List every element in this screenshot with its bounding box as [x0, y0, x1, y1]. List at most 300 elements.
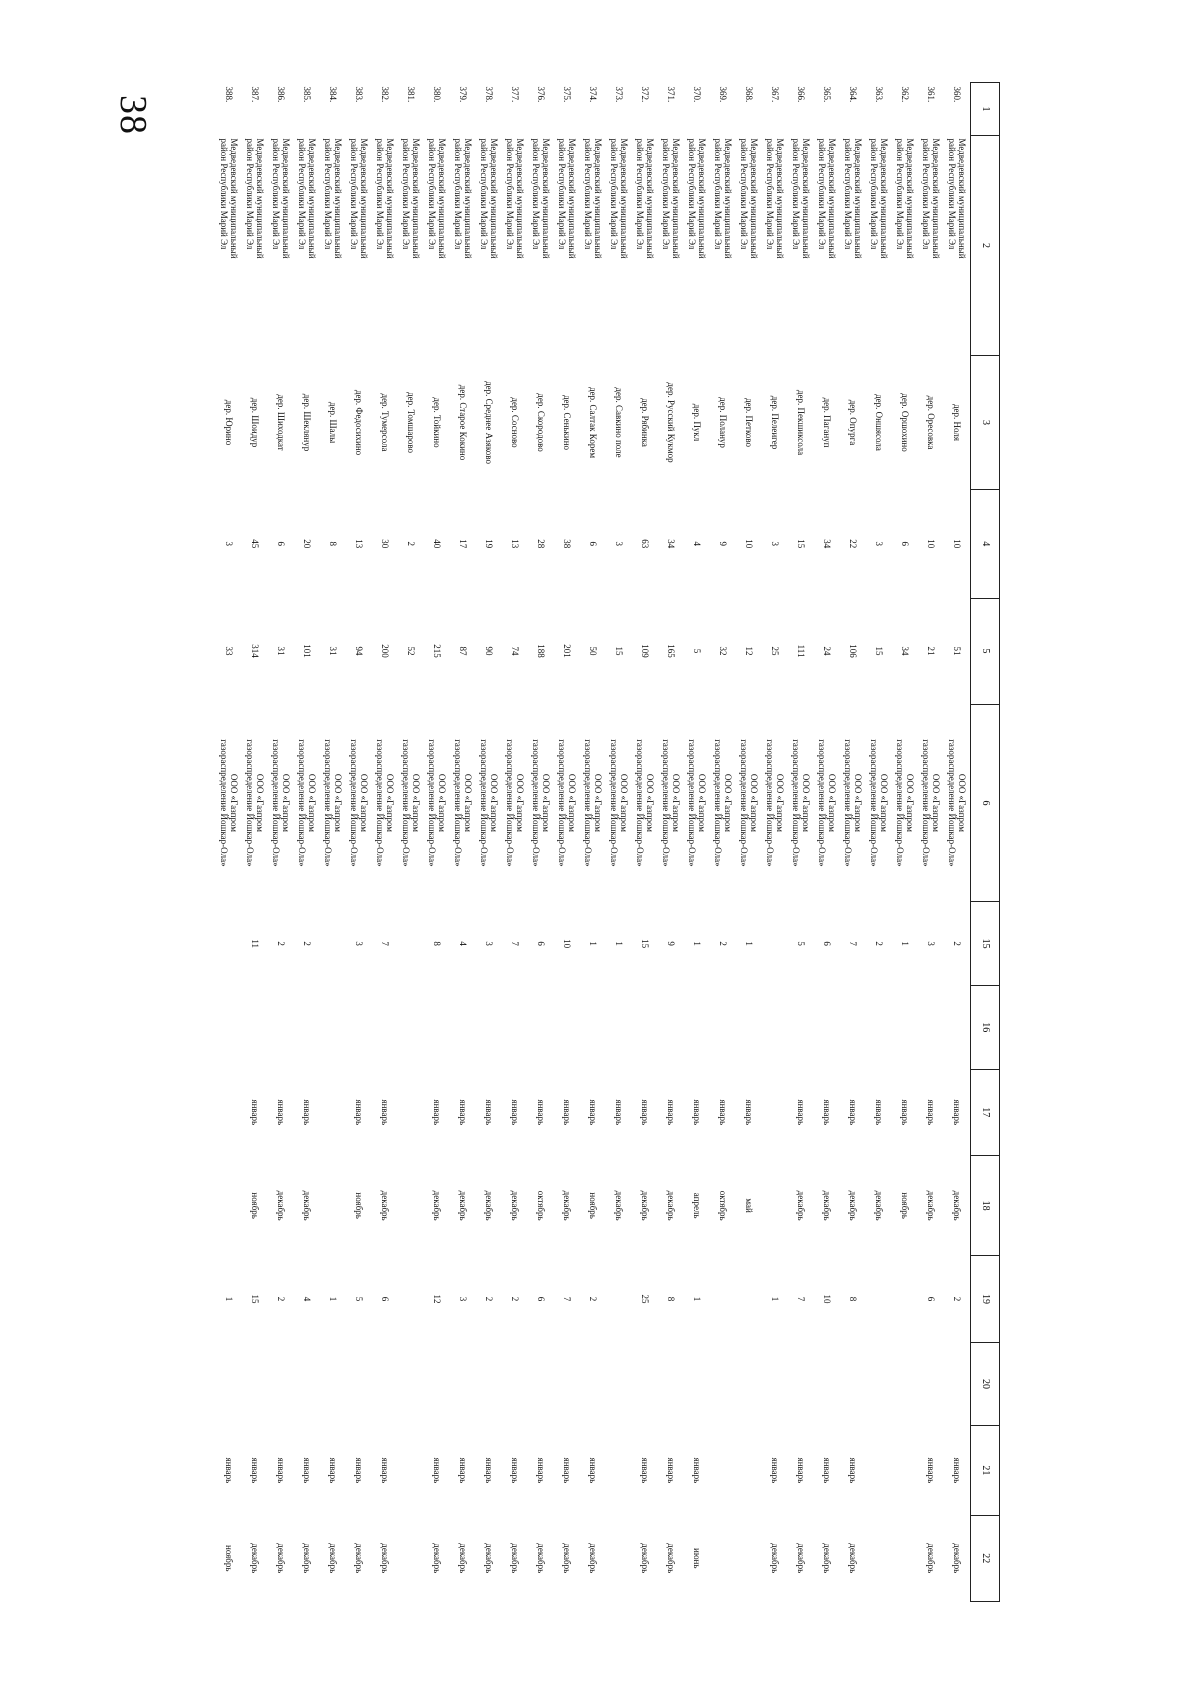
- table-cell: [268, 902, 294, 986]
- table-cell: [606, 902, 632, 986]
- cell-text: Медведевский муниципальный: [437, 138, 447, 259]
- table-cell: [372, 1426, 398, 1515]
- table-cell: [242, 1426, 268, 1515]
- cell-text: ноябрь: [354, 1192, 364, 1219]
- cell-text: 2: [484, 1296, 494, 1302]
- cell-text: ООО «Газпром: [697, 773, 707, 832]
- table-row: [216, 83, 242, 1602]
- cell-text: ООО «Газпром: [307, 773, 317, 832]
- cell-text: район Республики Марий Эл: [427, 138, 437, 250]
- table-cell: [268, 985, 294, 1069]
- cell-text: 63: [640, 539, 650, 549]
- table-cell: [476, 1069, 502, 1155]
- cell-text: 8: [666, 1296, 676, 1302]
- table-cell: [320, 1342, 346, 1426]
- cell-text: ООО «Газпром: [255, 773, 265, 832]
- table-cell: [242, 704, 268, 902]
- table-row: [684, 83, 710, 1602]
- table-row: [294, 83, 320, 1602]
- table-cell: [892, 83, 918, 136]
- cell-text: 188: [536, 644, 546, 658]
- table-cell: [242, 356, 268, 490]
- table-cell: [320, 135, 346, 355]
- table-cell: [216, 1342, 242, 1426]
- cell-text: ООО «Газпром: [229, 773, 239, 832]
- table-cell: [450, 135, 476, 355]
- table-cell: [606, 135, 632, 355]
- cell-text: Медведевский муниципальный: [879, 138, 889, 259]
- table-cell: [294, 1069, 320, 1155]
- table-cell: [476, 704, 502, 902]
- table-cell: [944, 1515, 971, 1602]
- col-header: 4: [971, 489, 1000, 598]
- table-cell: [216, 1069, 242, 1155]
- table-cell: [372, 704, 398, 902]
- table-cell: [398, 1342, 424, 1426]
- table-cell: [580, 1342, 606, 1426]
- table-cell: [294, 1426, 320, 1515]
- table-cell: [866, 356, 892, 490]
- table-cell: [814, 598, 840, 704]
- table-cell: [606, 1155, 632, 1255]
- cell-text: ООО «Газпром: [749, 773, 759, 832]
- cell-text: район Республики Марий Эл: [375, 138, 385, 250]
- table-cell: [346, 1256, 372, 1342]
- table-cell: [814, 1155, 840, 1255]
- table-cell: [294, 489, 320, 598]
- cell-text: ООО «Газпром: [671, 773, 681, 832]
- table-cell: [788, 1155, 814, 1255]
- cell-text: 387.: [250, 86, 260, 103]
- cell-text: 380.: [432, 86, 442, 103]
- table-cell: [840, 704, 866, 902]
- cell-text: 15: [250, 1294, 260, 1304]
- cell-text: 25: [640, 1294, 650, 1304]
- table-cell: [268, 135, 294, 355]
- cell-text: январь: [328, 1457, 338, 1484]
- table-row: [762, 83, 788, 1602]
- table-cell: [554, 489, 580, 598]
- cell-text: газораспределение Йошкар-Ола»: [297, 739, 307, 867]
- table-cell: [944, 489, 971, 598]
- cell-text: 6: [926, 1296, 936, 1302]
- table-cell: [424, 1069, 450, 1155]
- cell-text: 34: [666, 539, 676, 549]
- cell-text: район Республики Марий Эл: [401, 138, 411, 250]
- cell-text: район Республики Марий Эл: [791, 138, 801, 250]
- table-cell: [528, 83, 554, 136]
- cell-text: 2: [510, 1296, 520, 1302]
- table-cell: [398, 902, 424, 986]
- cell-text: 374.: [588, 86, 598, 103]
- cell-text: 4: [692, 541, 702, 546]
- cell-text: дер. Пагануп: [822, 397, 832, 448]
- table-cell: [762, 902, 788, 986]
- cell-text: январь: [276, 1099, 286, 1126]
- table-cell: [476, 1515, 502, 1602]
- table-cell: [788, 135, 814, 355]
- table-cell: [528, 1426, 554, 1515]
- cell-text: декабрь: [354, 1543, 364, 1574]
- table-cell: [710, 135, 736, 355]
- col-header: 5: [971, 598, 1000, 704]
- table-cell: [424, 598, 450, 704]
- cell-text: 386.: [276, 86, 286, 103]
- cell-text: 52: [406, 646, 416, 656]
- table-row: [840, 83, 866, 1602]
- cell-text: 7: [848, 941, 858, 946]
- cell-text: 33: [224, 646, 234, 656]
- table-cell: [242, 1515, 268, 1602]
- cell-text: Медведевский муниципальный: [801, 138, 811, 259]
- table-cell: [476, 135, 502, 355]
- table-cell: [684, 1155, 710, 1255]
- table-row: [346, 83, 372, 1602]
- cell-text: район Республики Марий Эл: [271, 138, 281, 250]
- table-cell: [450, 1342, 476, 1426]
- table-cell: [294, 985, 320, 1069]
- table-cell: [736, 1515, 762, 1602]
- table-cell: [658, 1515, 684, 1602]
- cell-text: район Республики Марий Эл: [479, 138, 489, 250]
- cell-text: ООО «Газпром: [567, 773, 577, 832]
- table-cell: [814, 1342, 840, 1426]
- table-cell: [398, 598, 424, 704]
- table-cell: [528, 135, 554, 355]
- cell-text: 21: [926, 646, 936, 656]
- cell-text: 34: [900, 646, 910, 656]
- cell-text: 1: [588, 941, 598, 946]
- cell-text: газораспределение Йошкар-Ола»: [921, 739, 931, 867]
- cell-text: январь: [666, 1099, 676, 1126]
- table-cell: [606, 1342, 632, 1426]
- cell-text: Медведевский муниципальный: [645, 138, 655, 259]
- cell-text: район Республики Марий Эл: [687, 138, 697, 250]
- table-cell: [762, 356, 788, 490]
- cell-text: газораспределение Йошкар-Ола»: [817, 739, 827, 867]
- table-cell: [268, 83, 294, 136]
- table-cell: [398, 356, 424, 490]
- cell-text: январь: [458, 1457, 468, 1484]
- cell-text: 8: [848, 1296, 858, 1302]
- cell-text: Медведевский муниципальный: [827, 138, 837, 259]
- cell-text: 6: [380, 1296, 390, 1302]
- cell-text: дер. Шиходкат: [276, 394, 286, 451]
- table-cell: [918, 489, 944, 598]
- cell-text: 111: [796, 644, 806, 658]
- table-cell: [632, 902, 658, 986]
- table-cell: [814, 135, 840, 355]
- table-cell: [944, 356, 971, 490]
- cell-text: 6: [588, 541, 598, 546]
- table-cell: [346, 598, 372, 704]
- cell-text: 382.: [380, 86, 390, 103]
- table-cell: [840, 1342, 866, 1426]
- cell-text: 12: [744, 646, 754, 656]
- table-cell: [762, 1256, 788, 1342]
- cell-text: газораспределение Йошкар-Ола»: [843, 739, 853, 867]
- table-cell: [476, 1155, 502, 1255]
- table-cell: [632, 598, 658, 704]
- cell-text: 24: [822, 646, 832, 656]
- cell-text: 3: [354, 941, 364, 946]
- cell-text: ООО «Газпром: [359, 773, 369, 832]
- table-cell: [580, 135, 606, 355]
- table-cell: [502, 985, 528, 1069]
- cell-text: ООО «Газпром: [489, 773, 499, 832]
- table-cell: [398, 83, 424, 136]
- cell-text: 215: [432, 644, 442, 658]
- table-cell: [684, 1256, 710, 1342]
- table-cell: [528, 704, 554, 902]
- table-cell: [710, 1342, 736, 1426]
- table-cell: [372, 1256, 398, 1342]
- cell-text: январь: [276, 1457, 286, 1484]
- cell-text: ООО «Газпром: [385, 773, 395, 832]
- table-cell: [216, 83, 242, 136]
- table-cell: [216, 1515, 242, 1602]
- cell-text: газораспределение Йошкар-Ола»: [583, 739, 593, 867]
- cell-text: 25: [770, 646, 780, 656]
- cell-text: декабрь: [328, 1543, 338, 1574]
- table-cell: [398, 704, 424, 902]
- cell-text: район Республики Марий Эл: [843, 138, 853, 250]
- table-cell: [762, 489, 788, 598]
- cell-text: ООО «Газпром: [827, 773, 837, 832]
- table-cell: [684, 1069, 710, 1155]
- cell-text: район Республики Марий Эл: [609, 138, 619, 250]
- cell-text: январь: [458, 1099, 468, 1126]
- cell-text: январь: [822, 1457, 832, 1484]
- table-cell: [892, 704, 918, 902]
- table-cell: [528, 489, 554, 598]
- cell-text: Медведевский муниципальный: [385, 138, 395, 259]
- cell-text: 381.: [406, 86, 416, 103]
- cell-text: Медведевский муниципальный: [931, 138, 941, 259]
- table-cell: [840, 1069, 866, 1155]
- table-cell: [892, 985, 918, 1069]
- cell-text: январь: [822, 1099, 832, 1126]
- cell-text: ООО «Газпром: [957, 773, 967, 832]
- table-cell: [580, 1426, 606, 1515]
- cell-text: дер. Ноля: [952, 403, 962, 442]
- cell-text: Медведевский муниципальный: [333, 138, 343, 259]
- cell-text: декабрь: [640, 1543, 650, 1574]
- cell-text: дер. Оншясола: [874, 394, 884, 451]
- cell-text: район Республики Марий Эл: [635, 138, 645, 250]
- col-header: 19: [971, 1256, 1000, 1342]
- table-cell: [424, 135, 450, 355]
- cell-text: январь: [952, 1099, 962, 1126]
- table-cell: [710, 985, 736, 1069]
- cell-text: 12: [432, 1294, 442, 1304]
- table-cell: [762, 1515, 788, 1602]
- table-cell: [580, 985, 606, 1069]
- cell-text: 2: [302, 941, 312, 946]
- table-cell: [242, 1256, 268, 1342]
- table-cell: [736, 489, 762, 598]
- table-row: [268, 83, 294, 1602]
- table-cell: [892, 1256, 918, 1342]
- cell-text: Медведевский муниципальный: [749, 138, 759, 259]
- table-cell: [944, 135, 971, 355]
- cell-text: декабрь: [458, 1190, 468, 1221]
- table-cell: [294, 902, 320, 986]
- cell-text: дер. Старое Кокино: [458, 384, 468, 461]
- table-cell: [398, 1426, 424, 1515]
- cell-text: Медведевский муниципальный: [853, 138, 863, 259]
- cell-text: январь: [588, 1099, 598, 1126]
- cell-text: район Республики Марий Эл: [739, 138, 749, 250]
- table-cell: [762, 135, 788, 355]
- table-cell: [658, 1342, 684, 1426]
- cell-text: 28: [536, 539, 546, 549]
- table-cell: [788, 985, 814, 1069]
- table-cell: [346, 985, 372, 1069]
- table-cell: [918, 902, 944, 986]
- table-cell: [918, 1256, 944, 1342]
- table-cell: [632, 704, 658, 902]
- table-cell: [320, 356, 346, 490]
- cell-text: декабрь: [250, 1543, 260, 1574]
- table-cell: [632, 1426, 658, 1515]
- table-cell: [346, 135, 372, 355]
- table-cell: [424, 1426, 450, 1515]
- col-header: 3: [971, 356, 1000, 490]
- table-cell: [450, 704, 476, 902]
- cell-text: январь: [718, 1099, 728, 1126]
- cell-text: 10: [952, 539, 962, 549]
- table-cell: [372, 135, 398, 355]
- cell-text: январь: [510, 1099, 520, 1126]
- cell-text: январь: [536, 1099, 546, 1126]
- table-cell: [216, 985, 242, 1069]
- table-cell: [918, 985, 944, 1069]
- table-cell: [866, 1342, 892, 1426]
- table-cell: [658, 704, 684, 902]
- table-cell: [762, 1155, 788, 1255]
- table-cell: [476, 83, 502, 136]
- table-cell: [814, 1515, 840, 1602]
- table-cell: [216, 1256, 242, 1342]
- cell-text: январь: [250, 1099, 260, 1126]
- cell-text: январь: [744, 1099, 754, 1126]
- cell-text: ноябрь: [224, 1545, 234, 1572]
- cell-text: ноябрь: [588, 1192, 598, 1219]
- table-cell: [918, 1155, 944, 1255]
- table-cell: [476, 598, 502, 704]
- table-cell: [736, 356, 762, 490]
- table-cell: [242, 489, 268, 598]
- rotated-table-container: [198, 82, 1000, 1602]
- cell-text: 19: [484, 539, 494, 549]
- table-cell: [242, 1342, 268, 1426]
- table-cell: [658, 489, 684, 598]
- cell-text: дер. Скородово: [536, 393, 546, 452]
- table-cell: [736, 83, 762, 136]
- table-row: [892, 83, 918, 1602]
- cell-text: дер. Юрино: [224, 399, 234, 446]
- cell-text: 6: [822, 941, 832, 946]
- cell-text: 4: [458, 941, 468, 946]
- cell-text: декабрь: [276, 1543, 286, 1574]
- table-cell: [944, 1426, 971, 1515]
- cell-text: дер. Опурга: [848, 399, 858, 446]
- table-cell: [346, 902, 372, 986]
- table-cell: [892, 356, 918, 490]
- table-cell: [736, 704, 762, 902]
- cell-text: 371.: [666, 86, 676, 103]
- table-cell: [268, 1256, 294, 1342]
- table-cell: [788, 1426, 814, 1515]
- table-cell: [658, 1426, 684, 1515]
- table-cell: [944, 598, 971, 704]
- cell-text: 7: [562, 1296, 572, 1302]
- cell-text: 3: [926, 941, 936, 946]
- cell-text: 15: [614, 646, 624, 656]
- cell-text: 362.: [900, 86, 910, 103]
- table-cell: [242, 83, 268, 136]
- table-cell: [710, 1256, 736, 1342]
- cell-text: газораспределение Йошкар-Ола»: [661, 739, 671, 867]
- table-row: [710, 83, 736, 1602]
- cell-text: 3: [614, 541, 624, 546]
- table-cell: [814, 704, 840, 902]
- cell-text: ООО «Газпром: [463, 773, 473, 832]
- cell-text: декабрь: [952, 1190, 962, 1221]
- cell-text: октябрь: [718, 1190, 728, 1221]
- cell-text: 361.: [926, 86, 936, 103]
- cell-text: 376.: [536, 86, 546, 103]
- cell-text: дер. Пекшиксола: [796, 389, 806, 456]
- table-cell: [944, 985, 971, 1069]
- table-cell: [372, 489, 398, 598]
- cell-text: 15: [874, 646, 884, 656]
- table-cell: [684, 135, 710, 355]
- cell-text: декабрь: [562, 1190, 572, 1221]
- cell-text: Медведевский муниципальный: [957, 138, 967, 259]
- cell-text: 388.: [224, 86, 234, 103]
- table-cell: [528, 902, 554, 986]
- cell-text: 17: [458, 539, 468, 549]
- cell-text: 94: [354, 646, 364, 656]
- table-cell: [840, 135, 866, 355]
- table-cell: [320, 83, 346, 136]
- cell-text: 2: [276, 941, 286, 946]
- cell-text: район Республики Марий Эл: [583, 138, 593, 250]
- table-cell: [372, 598, 398, 704]
- cell-text: дер. Русский Кукмор: [666, 382, 676, 463]
- cell-text: 2: [874, 941, 884, 946]
- table-cell: [320, 489, 346, 598]
- table-row: [788, 83, 814, 1602]
- table-cell: [554, 1426, 580, 1515]
- table-cell: [580, 1069, 606, 1155]
- cell-text: 368.: [744, 86, 754, 103]
- table-cell: [606, 598, 632, 704]
- table-cell: [554, 985, 580, 1069]
- cell-text: декабрь: [432, 1543, 442, 1574]
- table-cell: [554, 704, 580, 902]
- table-cell: [242, 1155, 268, 1255]
- table-row: [372, 83, 398, 1602]
- cell-text: 5: [796, 941, 806, 946]
- table-cell: [450, 985, 476, 1069]
- table-cell: [502, 489, 528, 598]
- cell-text: 1: [692, 1296, 702, 1302]
- table-cell: [866, 1155, 892, 1255]
- cell-text: ООО «Газпром: [801, 773, 811, 832]
